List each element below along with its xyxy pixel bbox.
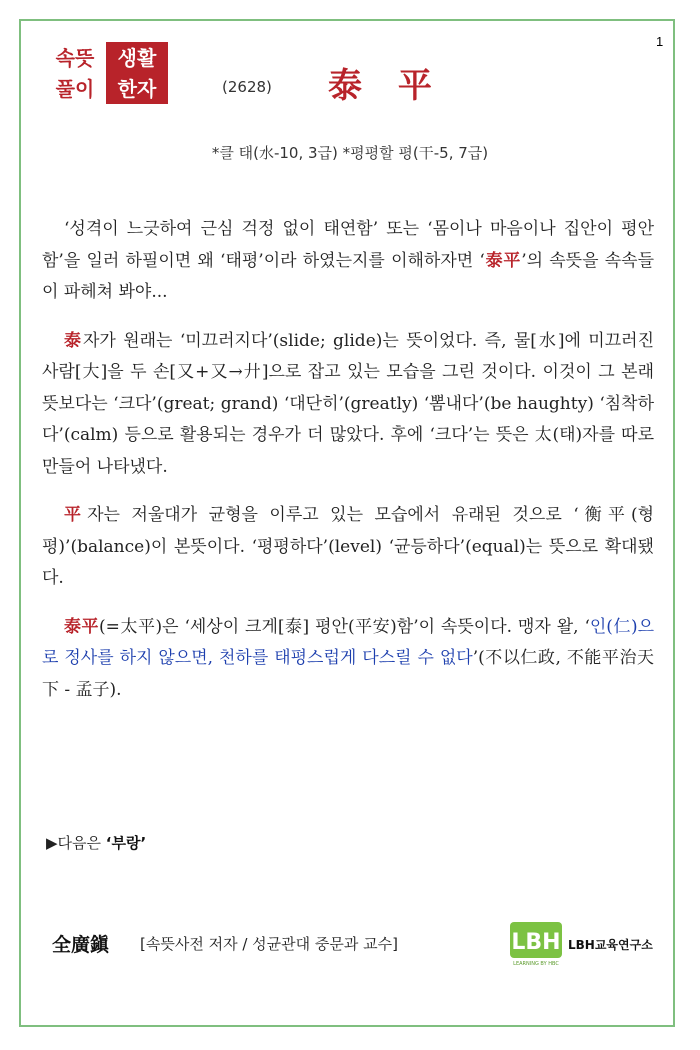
author-affiliation: [속뜻사전 저자 / 성균관대 중문과 교수] [140, 935, 398, 953]
next-word: ‘부랑’ [105, 834, 147, 852]
logo-text-1: 속뜻 [44, 42, 106, 73]
logo-text-2: 생활 [117, 45, 157, 70]
highlight-term: 泰平 [64, 616, 100, 637]
paragraph-4: 泰平(=太平)은 ‘세상이 크게[泰] 평안(平安)함’이 속뜻이다. 맹자 왈, ‘인(仁)으로 정사를 하지 않으면, 천하를 태평스럽게 다스릴 수 없다’(不以仁政, 不能平治天下 - 孟子). [42, 616, 655, 700]
entry-number: (2628) [222, 78, 272, 96]
article-body [42, 214, 654, 723]
logo-text-4: 한자 [117, 76, 157, 101]
logo-text-3: 풀이 [44, 73, 106, 104]
lbh-logo-tag: LEARNING BY HBC [513, 961, 559, 967]
highlight-char: 泰 [64, 330, 83, 351]
sokddeut-logo [44, 42, 168, 104]
paragraph-1: ‘성격이 느긋하여 근심 걱정 없이 태연함’ 또는 ‘몸이나 마음이나 집안이 평안함’을 일러 하필이면 왜 ‘태평’이라 하였는지를 이해하자면 ‘泰平’의 속뜻을 속속들이 파헤쳐 봐야... [42, 219, 654, 302]
highlight-term: 泰平 [484, 250, 522, 271]
mencius-quote: 인(仁)으로 정사를 하지 않으면, 천하를 태평스럽게 다스릴 수 없다 [42, 616, 655, 668]
paragraph-2: 泰자가 원래는 ‘미끄러지다’(slide; glide)는 뜻이었다. 즉, 물[水]에 미끄러진 사람[大]을 두 손[又+又→廾]으로 잡고 있는 모습을 그린 것이다. 이것이 그 본래 뜻보다는 ‘크다’(great; grand) ‘대단히’(greatly) ‘뽐내다’(be haughty) ‘침착하다’(calm) 등으로 활용되는 경우가 더 많았다. 후에 ‘크다’는 뜻은 太(태)자를 따로 만들어 나타냈다. [42, 330, 654, 477]
paragraph-3: 平자는 저울대가 균형을 이루고 있는 모습에서 유래된 것으로 ‘衡平(형평)’(balance)이 본뜻이다. ‘평평하다’(level) ‘균등하다’(equal)는 뜻으로 확대됐다. [42, 505, 654, 588]
page-number: 1 [656, 34, 664, 49]
lbh-logo-icon [508, 916, 564, 968]
lbh-logo-text: LBH [511, 930, 561, 955]
next-preview: ▶다음은 ‘부랑’ [46, 834, 147, 852]
highlight-char: 平 [64, 505, 88, 525]
page-title: 泰 平 [328, 66, 444, 106]
institute-name: LBH교육연구소 [568, 938, 653, 952]
character-info: *클 태(水-10, 3급) *평평할 평(干-5, 7급) [211, 144, 489, 162]
author-name: 全廣鎭 [52, 934, 110, 956]
